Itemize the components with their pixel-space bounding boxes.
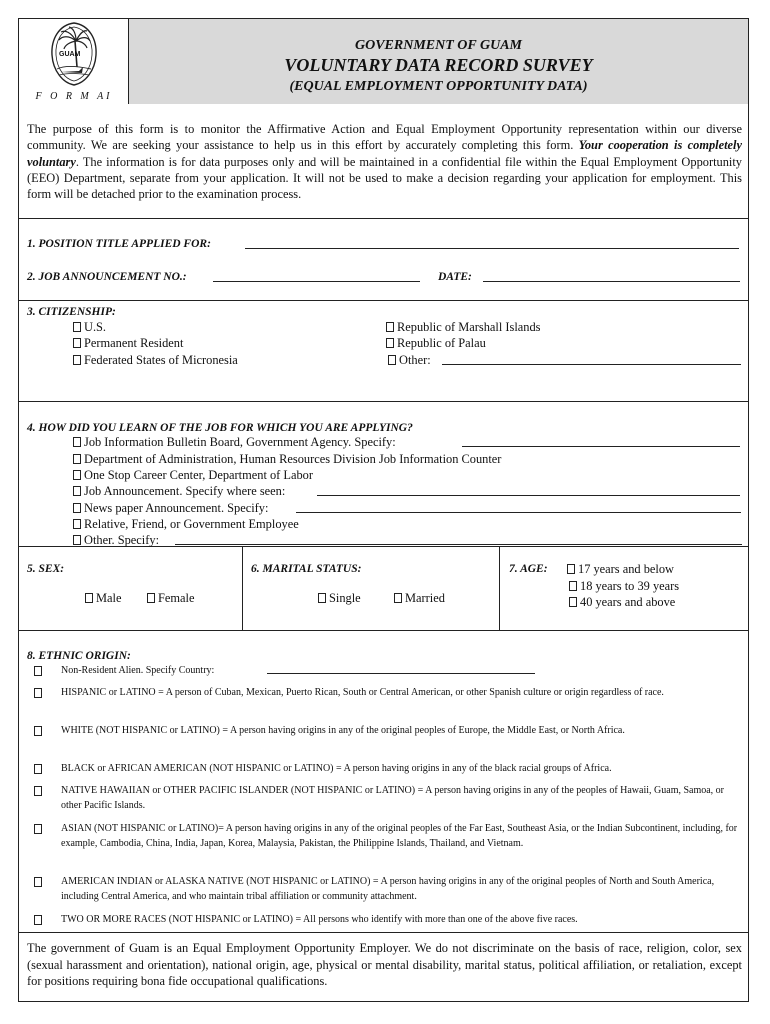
job-source-other-field[interactable] [175, 535, 742, 545]
option-label: Job Information Bulletin Board, Government Agency. Specify: [84, 435, 396, 449]
checkbox-icon[interactable] [34, 726, 42, 736]
survey-subtitle: (EQUAL EMPLOYMENT OPPORTUNITY DATA) [289, 79, 588, 94]
ethnic-option-black[interactable] [34, 762, 734, 778]
option-label: U.S. [84, 320, 107, 334]
checkbox-icon[interactable] [73, 437, 81, 447]
checkbox-icon[interactable] [567, 564, 575, 574]
citizenship-option-other[interactable] [388, 353, 431, 368]
ethnic-option-two-or-more[interactable] [34, 913, 734, 929]
position-title-field[interactable] [245, 239, 739, 249]
marital-status-cell [243, 547, 500, 630]
eeo-statement: The government of Guam is an Equal Employment Opportunity Employer. We do not discriminate on the basis of race, religion, color, sex (sexual harassment and orientation), national origin, age, physical or mental disability, marital status, political affiliation, or retaliation, except for positions requiring bona fide occupational qualifications. [27, 941, 742, 989]
job-source-option[interactable] [73, 484, 285, 499]
checkbox-icon[interactable] [569, 581, 577, 591]
marital-option-married[interactable] [394, 591, 445, 606]
ethnic-option-asian[interactable] [34, 822, 738, 867]
checkbox-icon[interactable] [34, 786, 42, 796]
checkbox-icon[interactable] [34, 764, 42, 774]
citizenship-option-us[interactable] [73, 320, 106, 335]
option-label: Federated States of Micronesia [84, 353, 238, 367]
job-source-option[interactable] [73, 435, 396, 450]
checkbox-icon[interactable] [386, 322, 394, 332]
purpose-text-a: The purpose of this form is to monitor the Affirmative Action and Equal Employment Opportunity representation within our diverse community. We are seeking your assistance to help us in this effort by accurately completing this form. [27, 122, 742, 153]
citizenship-option-permanent-resident[interactable] [73, 336, 183, 351]
citizenship-option-fsm[interactable] [73, 353, 238, 368]
checkbox-icon[interactable] [73, 454, 81, 464]
option-label: Other: [399, 353, 431, 367]
option-label: Single [329, 591, 361, 605]
job-source-bulletin-field[interactable] [462, 437, 740, 447]
option-label: Permanent Resident [84, 336, 184, 350]
option-label: 40 years and above [580, 595, 676, 609]
checkbox-icon[interactable] [34, 915, 42, 925]
checkbox-icon[interactable] [73, 338, 81, 348]
option-label: Married [405, 591, 445, 605]
job-announcement-label: 2. JOB ANNOUNCEMENT NO.: [27, 271, 187, 283]
checkbox-icon[interactable] [386, 338, 394, 348]
option-label: 18 years to 39 years [580, 579, 680, 593]
job-source-option[interactable] [73, 517, 299, 532]
job-source-option[interactable] [73, 533, 159, 548]
marital-status-label: 6. MARITAL STATUS: [251, 563, 362, 575]
title-box [129, 19, 748, 104]
age-option[interactable] [569, 579, 679, 594]
option-label: Department of Administration, Human Resources Division Job Information Counter [84, 452, 502, 466]
option-label: Relative, Friend, or Government Employee [84, 517, 299, 531]
option-label: HISPANIC or LATINO = A person of Cuban, Mexican, Puerto Rican, South or Central American, or other Spanish culture or origin regardless of race. [61, 687, 664, 698]
option-label: Male [96, 591, 122, 605]
ethnic-option-white[interactable] [34, 724, 734, 754]
checkbox-icon[interactable] [147, 593, 155, 603]
checkbox-icon[interactable] [73, 355, 81, 365]
purpose-emphasis: Your cooperation is completely voluntary [27, 138, 742, 169]
citizenship-section [19, 301, 748, 402]
government-title: GOVERNMENT OF GUAM [355, 38, 522, 53]
option-label: NATIVE HAWAIIAN or OTHER PACIFIC ISLANDER (NOT HISPANIC or LATINO) = A person having origins in any of the peoples of Hawaii, Guam, Samoa, or other Pacific Islands. [61, 785, 725, 811]
ethnic-option-non-resident[interactable] [34, 664, 734, 680]
logo-box [19, 19, 129, 104]
checkbox-icon[interactable] [34, 688, 42, 698]
checkbox-icon[interactable] [34, 877, 42, 887]
job-source-option[interactable] [73, 501, 268, 516]
survey-form [18, 18, 749, 1002]
option-label: WHITE (NOT HISPANIC or LATINO) = A person having origins in any of the original peoples of Europe, the Middle East, or North Africa. [61, 725, 625, 736]
position-section [19, 219, 748, 301]
ethnic-option-pacific-islander[interactable] [34, 784, 734, 814]
option-label: AMERICAN INDIAN or ALASKA NATIVE (NOT HISPANIC or LATINO) = A person having origins in any of the original peoples of North and South America, including Central America, and who maintain tribal affiliation or community attachment. [61, 876, 715, 902]
seal-text: GUAM [59, 51, 81, 58]
job-source-option[interactable] [73, 468, 313, 483]
position-title-label: 1. POSITION TITLE APPLIED FOR: [27, 238, 211, 250]
survey-title: VOLUNTARY DATA RECORD SURVEY [284, 55, 593, 75]
age-cell [500, 547, 748, 630]
job-source-newspaper-field[interactable] [296, 503, 741, 513]
option-label: BLACK or AFRICAN AMERICAN (NOT HISPANIC or LATINO) = A person having origins in any of the black racial groups of Africa. [61, 763, 612, 774]
option-label: Female [158, 591, 195, 605]
checkbox-icon[interactable] [85, 593, 93, 603]
option-label: Job Announcement. Specify where seen: [84, 484, 286, 498]
age-option[interactable] [567, 562, 674, 577]
date-label: DATE: [438, 271, 472, 283]
option-label: Other. Specify: [84, 533, 160, 547]
option-label: 17 years and below [578, 562, 674, 576]
age-label: 7. AGE: [509, 563, 548, 575]
sex-cell [19, 547, 243, 630]
ethnic-origin-label: 8. ETHNIC ORIGIN: [27, 650, 131, 662]
checkbox-icon[interactable] [34, 666, 42, 676]
option-label: Republic of Marshall Islands [397, 320, 541, 334]
demographics-row [19, 547, 748, 631]
checkbox-icon[interactable] [569, 597, 577, 607]
sex-option-male[interactable] [85, 591, 121, 606]
checkbox-icon[interactable] [73, 535, 81, 545]
ethnic-option-hispanic[interactable] [34, 686, 734, 716]
date-field[interactable] [483, 272, 740, 282]
option-label: Non-Resident Alien. Specify Country: [61, 665, 215, 676]
checkbox-icon[interactable] [73, 486, 81, 496]
purpose-text-b: . The information is for data purposes only and will be maintained in a confidential file within the Equal Employment Opportunity (EEO) Department, separate from your application. It will not be used to make a decision regarding your application for employment. This form will be detached prior to the examination process. [27, 154, 742, 202]
form-header [19, 19, 748, 104]
job-source-announcement-field[interactable] [317, 486, 740, 496]
checkbox-icon[interactable] [394, 593, 402, 603]
job-source-section [19, 402, 748, 547]
country-field[interactable] [267, 664, 535, 674]
ethnic-origin-section [19, 631, 748, 933]
option-label: TWO OR MORE RACES (NOT HISPANIC or LATINO) = All persons who identify with more than one of the above five races. [61, 914, 578, 925]
checkbox-icon[interactable] [388, 355, 396, 365]
checkbox-icon[interactable] [73, 322, 81, 332]
citizenship-option-marshall-islands[interactable] [386, 320, 541, 335]
age-option[interactable] [569, 595, 675, 610]
job-source-option[interactable] [73, 452, 501, 467]
option-label: ASIAN (NOT HISPANIC or LATINO)= A person having origins in any of the original peoples of the Far East, Southeast Asia, or the Indian Subcontinent, including, for example, Cambodia, China, India, Japan, Korea, Malaysia, Pakistan, the Philippine Islands, Thailand, and Vietnam. [61, 823, 738, 849]
job-announcement-field[interactable] [213, 272, 420, 282]
checkbox-icon[interactable] [34, 824, 42, 834]
citizenship-other-field[interactable] [442, 355, 741, 365]
option-label: News paper Announcement. Specify: [84, 501, 269, 515]
citizenship-option-palau[interactable] [386, 336, 486, 351]
marital-option-single[interactable] [318, 591, 361, 606]
option-label: Republic of Palau [397, 336, 486, 350]
checkbox-icon[interactable] [318, 593, 326, 603]
checkbox-icon[interactable] [73, 503, 81, 513]
option-label: One Stop Career Center, Department of Labor [84, 468, 313, 482]
checkbox-icon[interactable] [73, 519, 81, 529]
purpose-paragraph [19, 104, 748, 219]
sex-option-female[interactable] [147, 591, 194, 606]
form-code: F O R M AI [35, 91, 113, 102]
sex-label: 5. SEX: [27, 563, 65, 575]
ethnic-option-american-indian[interactable] [34, 875, 734, 905]
checkbox-icon[interactable] [73, 470, 81, 480]
citizenship-label: 3. CITIZENSHIP: [27, 306, 116, 318]
job-source-label: 4. HOW DID YOU LEARN OF THE JOB FOR WHICH YOU ARE APPLYING? [27, 422, 413, 434]
